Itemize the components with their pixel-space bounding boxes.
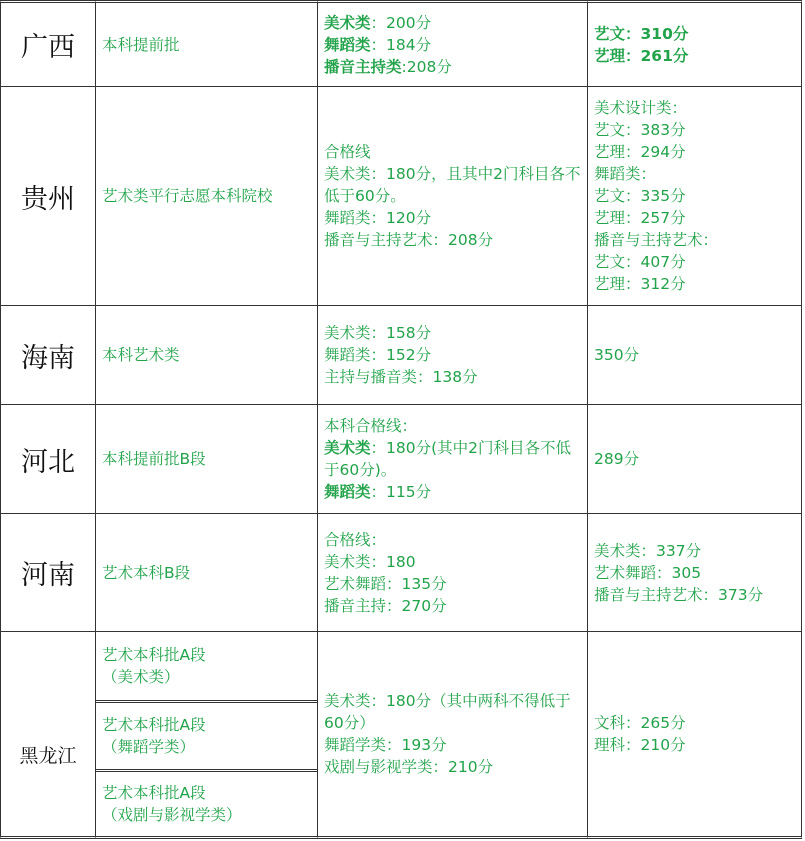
requirement-line: 美术类：180分（其中两科不得低于60分） bbox=[324, 692, 571, 732]
batch-group-cell bbox=[96, 632, 318, 839]
score-line: 文科：265分 bbox=[594, 714, 686, 732]
requirement-line: 美术类：200分 bbox=[324, 13, 432, 32]
batch-category: （美术类） bbox=[102, 668, 180, 686]
province-name: 广西 bbox=[21, 32, 75, 63]
requirement-cell bbox=[318, 306, 588, 405]
requirement-line: 美术类：180分(其中2门科目各不低于60分)。 bbox=[324, 439, 572, 479]
score-line: 350分 bbox=[594, 346, 640, 364]
score-line: 舞蹈类： bbox=[594, 165, 657, 183]
province-cell bbox=[0, 405, 96, 514]
score-line: 理科：210分 bbox=[594, 736, 686, 754]
score-cell bbox=[588, 87, 802, 306]
requirement-line: 舞蹈类：120分 bbox=[324, 209, 432, 227]
requirement-cell bbox=[318, 514, 588, 632]
score-line: 美术设计类： bbox=[594, 99, 688, 117]
batch-category: （舞蹈学类） bbox=[102, 738, 196, 756]
score-cell bbox=[588, 306, 802, 405]
province-cell bbox=[0, 514, 96, 632]
requirement-line: 美术类：180 bbox=[324, 552, 416, 571]
requirement-cell bbox=[318, 0, 588, 87]
score-line: 艺理：261分 bbox=[594, 46, 689, 65]
requirement-line: 美术类：180分，且其中2门科目各不低于60分。 bbox=[324, 165, 581, 205]
batch-subcell bbox=[96, 632, 317, 700]
requirement-line: 舞蹈类：115分 bbox=[324, 483, 432, 501]
score-line: 艺文：407分 bbox=[594, 253, 686, 271]
requirement-line: 播音与主持艺术：208分 bbox=[324, 231, 494, 249]
batch-cell bbox=[96, 0, 318, 87]
requirement-line: 合格线： bbox=[324, 530, 387, 549]
requirement-line: 舞蹈学类：193分 bbox=[324, 736, 447, 754]
requirement-line: 主持与播音类：138分 bbox=[324, 368, 478, 386]
requirement-cell bbox=[318, 632, 588, 839]
requirement-line: 播音主持类:208分 bbox=[324, 57, 452, 76]
requirement-cell bbox=[318, 87, 588, 306]
requirement-cell bbox=[318, 405, 588, 514]
score-line: 艺文：335分 bbox=[594, 187, 686, 205]
batch-name: 艺术本科B段 bbox=[102, 563, 191, 582]
score-line: 艺理：257分 bbox=[594, 209, 686, 227]
requirement-line: 合格线 bbox=[324, 143, 371, 161]
score-line: 播音与主持艺术： bbox=[594, 231, 719, 249]
batch-name: 艺术类平行志愿本科院校 bbox=[102, 187, 273, 205]
batch-subcell bbox=[96, 772, 317, 836]
batch-cell bbox=[96, 87, 318, 306]
province-cell bbox=[0, 632, 96, 839]
province-name: 河北 bbox=[21, 446, 75, 478]
requirement-line: 播音主持：270分 bbox=[324, 596, 447, 615]
requirement-line: 艺术舞蹈：135分 bbox=[324, 574, 447, 593]
batch-cell bbox=[96, 514, 318, 632]
score-line: 美术类：337分 bbox=[594, 541, 702, 560]
batch-name: 本科提前批B段 bbox=[102, 450, 206, 468]
batch-category: （戏剧与影视学类） bbox=[102, 806, 242, 824]
batch-name: 本科提前批 bbox=[102, 35, 180, 54]
score-line: 289分 bbox=[594, 450, 640, 468]
score-line: 艺术舞蹈：305 bbox=[594, 563, 702, 582]
province-name: 海南 bbox=[21, 342, 75, 374]
score-line: 艺理：294分 bbox=[594, 143, 686, 161]
score-line: 艺文：383分 bbox=[594, 121, 686, 139]
score-cell bbox=[588, 405, 802, 514]
score-cell bbox=[588, 0, 802, 87]
batch-name: 艺术本科批A段 bbox=[102, 716, 206, 734]
batch-name: 艺术本科批A段 bbox=[102, 646, 206, 664]
requirement-line: 舞蹈类：152分 bbox=[324, 346, 432, 364]
requirement-line: 本科合格线： bbox=[324, 417, 418, 435]
province-cell bbox=[0, 87, 96, 306]
score-cell bbox=[588, 632, 802, 839]
score-line: 艺文：310分 bbox=[594, 24, 689, 43]
score-line: 艺理：312分 bbox=[594, 275, 686, 293]
batch-cell bbox=[96, 405, 318, 514]
province-name: 河南 bbox=[21, 560, 75, 591]
batch-name: 本科艺术类 bbox=[102, 346, 180, 364]
batch-name: 艺术本科批A段 bbox=[102, 784, 206, 802]
requirement-line: 戏剧与影视学类：210分 bbox=[324, 758, 494, 776]
score-line: 播音与主持艺术：373分 bbox=[594, 585, 764, 604]
province-cell bbox=[0, 0, 96, 87]
requirement-line: 美术类：158分 bbox=[324, 324, 432, 342]
batch-cell bbox=[96, 306, 318, 405]
requirement-line: 舞蹈类：184分 bbox=[324, 35, 432, 54]
score-cell bbox=[588, 514, 802, 632]
province-cell bbox=[0, 306, 96, 405]
province-name: 贵州 bbox=[21, 183, 75, 215]
batch-subcell bbox=[96, 703, 317, 769]
province-name: 黑龙江 bbox=[19, 744, 77, 767]
